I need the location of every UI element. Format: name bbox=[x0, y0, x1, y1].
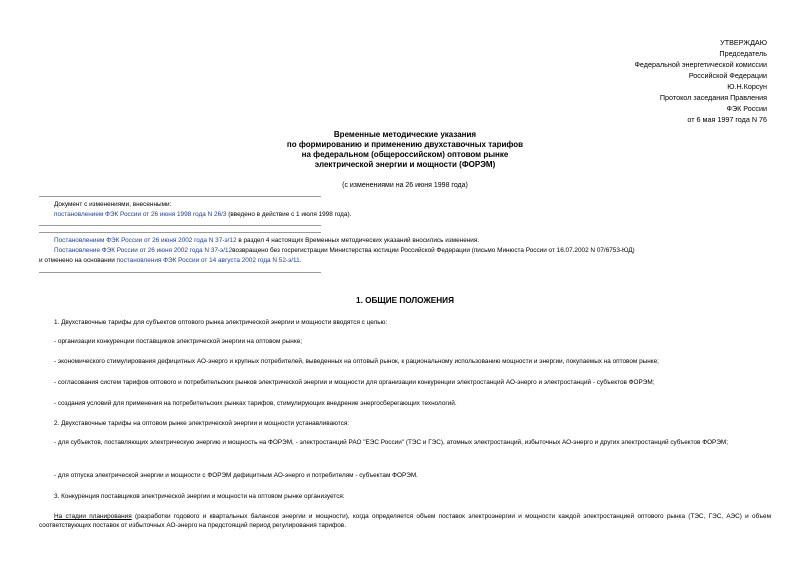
amendment-link[interactable]: постановлением ФЭК России от 26 июня 1998 года N 26/3 bbox=[54, 211, 227, 218]
section-heading: 1. ОБЩИЕ ПОЛОЖЕНИЯ bbox=[356, 296, 454, 305]
paragraph: - экономического стимулирования дефицитных АО-энерго и крупных потребителей, выведенных на оптовый рынок, к рациональному использованию мощности и энергии, покупаемых на оптовом рынке; bbox=[54, 358, 659, 365]
approval-line: УТВЕРЖДАЮ bbox=[720, 38, 767, 47]
changes-suffix: (введено в действие с 1 июля 1998 года). bbox=[226, 211, 352, 218]
paragraph: - для субъектов, поставляющих электрическую энергию и мощность на ФОРЭМ, - электростанций РАО "ЕЭС России" (ТЭС и ГЭС), атомных электростанций, избыточных АО-энерго и других электростанций субъектов ФОРЭМ; bbox=[54, 439, 729, 446]
paragraph: 3. Конкуренция поставщиков электрической энергии и мощности на оптовом рынке организуется: bbox=[54, 493, 345, 500]
document-title bbox=[160, 130, 650, 170]
note-3-link[interactable]: постановления ФЭК России от 14 августа 2002 года N 52-э/11 bbox=[116, 257, 300, 264]
divider bbox=[39, 272, 321, 273]
changes-intro: Документ с изменениями, внесенными: bbox=[54, 201, 172, 208]
approval-line: ФЭК России bbox=[726, 104, 767, 113]
note-2-text: возвращено без госрегистрации Министерства юстиции Российской Федерации (письмо Минюста России от 16.07.2002 N 07/6753-ЮД) bbox=[232, 247, 635, 254]
paragraph: - организации конкуренции поставщиков электрической энергии на оптовом рынке; bbox=[54, 338, 303, 345]
note-3-text: и отменено на основании bbox=[39, 257, 117, 264]
paragraph: 1. Двухставочные тарифы для субъектов оптового рынка электрической энергии и мощности вводятся с целью: bbox=[54, 319, 388, 326]
note-1-text: в раздел 4 настоящих Временных методических указаний вносились изменения. bbox=[236, 237, 480, 244]
paragraph-text: (разработки годового и квартальных балансов энергии и мощности), когда определяется объем поставок электроэнергии и мощности каждой электростанцией оптового рынка (ТЭС, ГЭС, АЭС) и объем соответствующих поставок от избыточных АО-энерго на предстоящий период регулирования тарифов. bbox=[39, 513, 771, 529]
paragraph: - согласования систем тарифов оптового и потребительских рынков электрической энергии и мощности для организации конкуренции электростанций АО-энерго и электростанций - субъектов ФОРЭМ; bbox=[54, 379, 655, 386]
divider bbox=[39, 232, 321, 233]
note-3 bbox=[39, 256, 301, 265]
title-line: электрической энергии и мощности (ФОРЭМ) bbox=[314, 160, 496, 169]
paragraph: - для отпуска электрической энергии и мощности с ФОРЭМ дефицитным АО-энерго и потребителям - субъектам ФОРЭМ. bbox=[54, 472, 418, 479]
paragraph: 2. Двухставочные тарифы на оптовом рынке электрической энергии и мощности устанавливаются: bbox=[54, 420, 350, 427]
approval-line: Ю.Н.Корсун bbox=[727, 82, 767, 91]
approval-line: Российской Федерации bbox=[688, 71, 767, 80]
note-2 bbox=[54, 246, 635, 255]
title-line: по формированию и применению двухставочных тарифов bbox=[286, 140, 524, 149]
title-line: на федеральном (общероссийском) оптовом рынке bbox=[301, 150, 509, 159]
document-subtitle: (с изменениями на 26 июня 1998 года) bbox=[342, 182, 468, 189]
title-line: Временные методические указания bbox=[333, 130, 477, 139]
note-2-link[interactable]: Постановление ФЭК России от 26 июня 2002 года N 37-э/12 bbox=[54, 247, 233, 254]
approval-line: Федеральной энергетической комиссии bbox=[634, 60, 767, 69]
stage-term: На стадии планирования bbox=[54, 513, 132, 520]
approval-line: Протокол заседания Правления bbox=[659, 93, 767, 102]
note-1 bbox=[54, 236, 479, 245]
note-1-link[interactable]: Постановлением ФЭК России от 26 июня 2002 года N 37-э/12 bbox=[54, 237, 237, 244]
changes-line bbox=[54, 210, 351, 219]
approval-line: Председатель bbox=[719, 49, 767, 58]
approval-block bbox=[634, 37, 767, 125]
divider bbox=[39, 225, 321, 226]
approval-line: от 6 мая 1997 года N 76 bbox=[687, 115, 767, 124]
divider bbox=[39, 196, 321, 197]
paragraph: - создания условий для применения на потребительских рынках тарифов, стимулирующих внедрение энергосберегающих технологий. bbox=[54, 400, 457, 407]
paragraph bbox=[39, 512, 771, 530]
note-3-end: . bbox=[299, 257, 302, 264]
